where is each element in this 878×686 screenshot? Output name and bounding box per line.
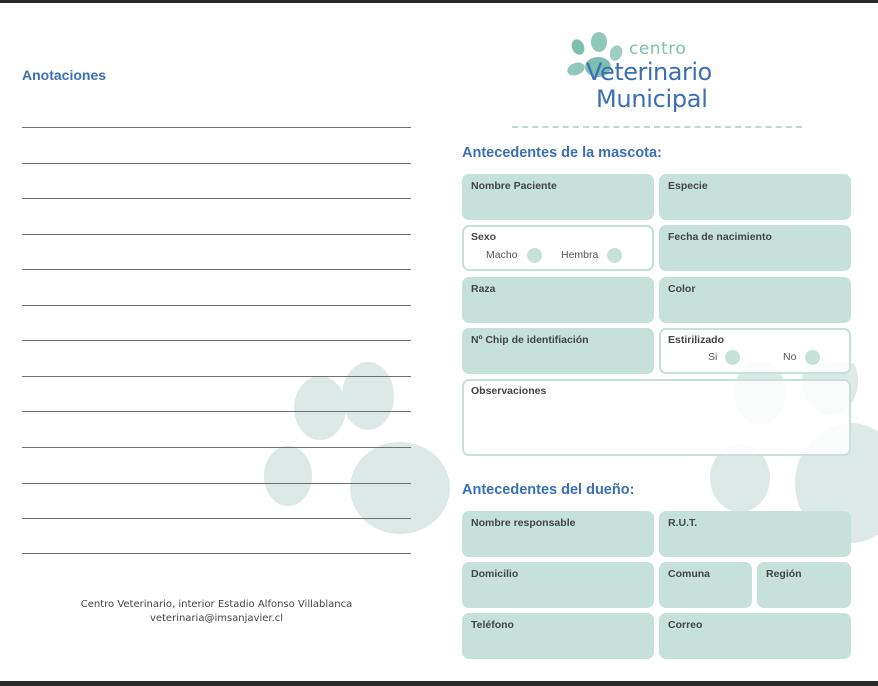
- field-label: Nº Chip de identifiación: [471, 334, 589, 346]
- note-line[interactable]: [22, 518, 411, 519]
- footer-address: Centro Veterinario, interior Estadio Alfonso Villablanca: [80, 599, 353, 610]
- region-field[interactable]: [757, 562, 851, 608]
- pet-section-title: Antecedentes de la mascota:: [462, 145, 662, 161]
- logo-word-veterinario: Veterinario: [586, 58, 712, 86]
- note-line[interactable]: [22, 198, 411, 199]
- field-label: Región: [766, 568, 802, 580]
- color-field[interactable]: [659, 277, 851, 323]
- field-label: Especie: [668, 180, 708, 192]
- note-line[interactable]: [22, 305, 411, 306]
- sex-option-female-label: Hembra: [561, 249, 599, 261]
- rut-field[interactable]: [659, 511, 851, 557]
- field-label: Fecha de nacimiento: [668, 231, 772, 243]
- sex-field: [462, 225, 654, 271]
- logo-word-centro: centro: [629, 39, 687, 59]
- logo-word-municipal: Municipal: [596, 85, 708, 113]
- commune-field[interactable]: [659, 562, 752, 608]
- birthdate-field[interactable]: [659, 225, 851, 271]
- paw-watermark-icon: [260, 358, 460, 538]
- field-label: Nombre Paciente: [471, 180, 557, 192]
- field-label: Teléfono: [471, 619, 514, 631]
- sex-option-male-label: Macho: [486, 249, 518, 261]
- logo-divider: [512, 126, 802, 128]
- field-label: Observaciones: [471, 385, 547, 397]
- note-line[interactable]: [22, 127, 411, 128]
- note-line[interactable]: [22, 411, 411, 412]
- address-field[interactable]: [462, 562, 654, 608]
- observations-field[interactable]: [462, 379, 851, 456]
- field-label: Estirilizado: [668, 334, 725, 346]
- owner-section-title: Antecedentes del dueño:: [462, 482, 635, 498]
- field-label: Sexo: [471, 231, 497, 243]
- field-label: Color: [668, 283, 696, 295]
- pet-name-field[interactable]: [462, 174, 654, 220]
- field-label: Correo: [668, 619, 703, 631]
- sterilized-no-radio[interactable]: [805, 350, 820, 365]
- note-line[interactable]: [22, 447, 411, 448]
- form-page: [0, 3, 878, 681]
- note-line[interactable]: [22, 163, 411, 164]
- note-line[interactable]: [22, 340, 411, 341]
- field-label: Nombre responsable: [471, 517, 576, 529]
- footer-email: veterinaria@imsanjavier.cl: [149, 613, 284, 624]
- email-field[interactable]: [659, 613, 851, 659]
- chip-field[interactable]: [462, 328, 654, 374]
- note-line[interactable]: [22, 269, 411, 270]
- sterilized-no-label: No: [783, 351, 797, 363]
- species-field[interactable]: [659, 174, 851, 220]
- field-label: Comuna: [668, 568, 710, 580]
- field-label: R.U.T.: [668, 517, 698, 529]
- note-line[interactable]: [22, 376, 411, 377]
- note-line[interactable]: [22, 553, 411, 554]
- sterilized-yes-radio[interactable]: [725, 350, 740, 365]
- field-label: Raza: [471, 283, 496, 295]
- field-label: Domicilio: [471, 568, 519, 580]
- breed-field[interactable]: [462, 277, 654, 323]
- annotations-title: Anotaciones: [22, 67, 107, 83]
- phone-field[interactable]: [462, 613, 654, 659]
- sterilized-yes-label: Si: [708, 351, 718, 363]
- sex-female-radio[interactable]: [607, 248, 622, 263]
- owner-name-field[interactable]: [462, 511, 654, 557]
- sterilized-field: [659, 328, 851, 374]
- note-line[interactable]: [22, 234, 411, 235]
- sex-male-radio[interactable]: [527, 248, 542, 263]
- note-line[interactable]: [22, 483, 411, 484]
